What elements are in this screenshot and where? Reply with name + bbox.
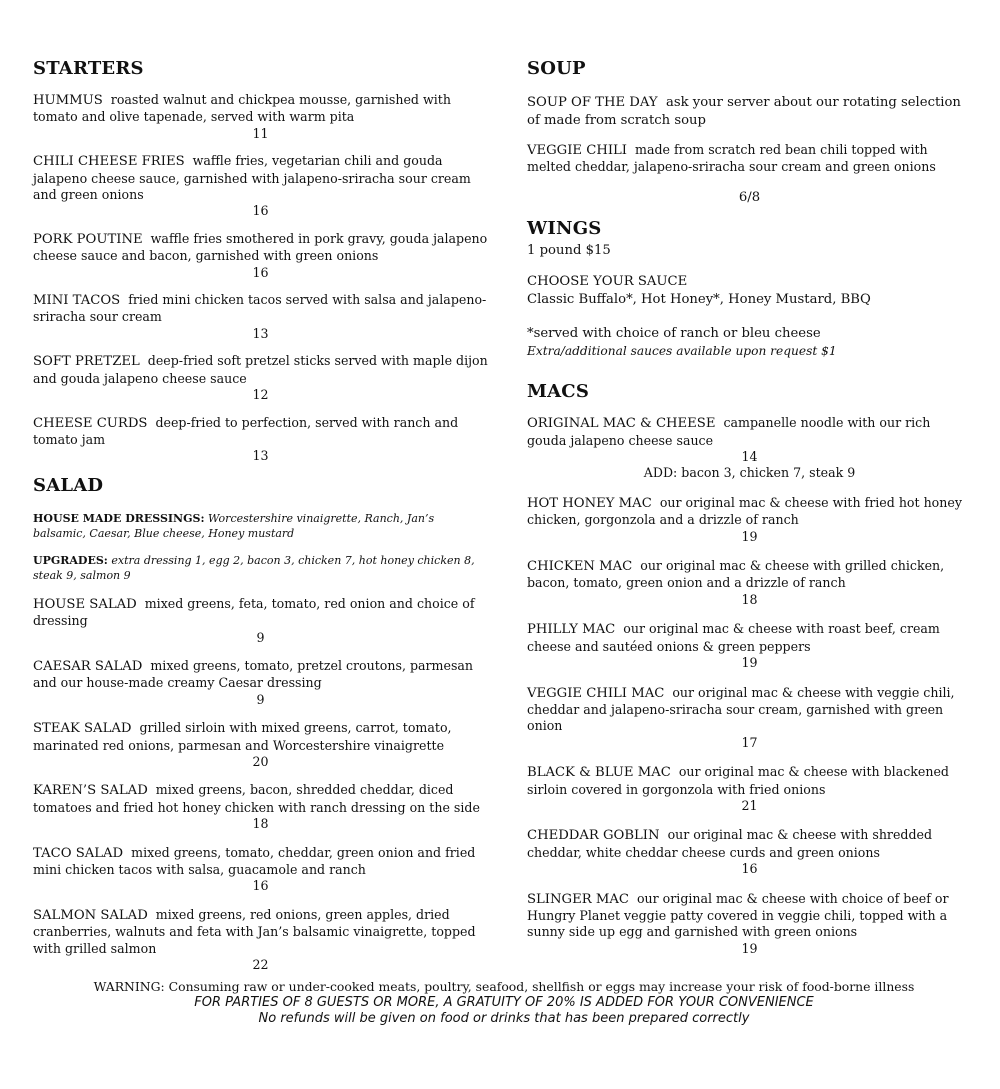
- item-description: waffle fries smothered in pork gravy, gouda jalapeno cheese sauce and bacon, garnished with green onions: [33, 230, 488, 264]
- refund-policy: No refunds will be given on food or drinks that has been prepared correctly: [258, 1011, 750, 1026]
- wings-price: 1 pound $15: [527, 243, 611, 259]
- item-price: 19: [741, 655, 758, 671]
- menu-item: [33, 415, 488, 465]
- item-price: 18: [741, 591, 758, 607]
- item-description: deep-fried to perfection, served with ranch and tomato jam: [33, 414, 459, 447]
- soup-price: 6/8: [738, 189, 761, 205]
- item-name: CHICKEN MAC: [527, 559, 633, 575]
- menu-item: [527, 142, 972, 176]
- item-price: 21: [741, 797, 758, 813]
- item-description: our original mac & cheese with blackened sirloin covered in gorgonzola with fried onions: [527, 764, 949, 797]
- salad-heading: SALAD: [33, 474, 104, 496]
- item-name: HUMMUS: [33, 93, 103, 108]
- item-name: CAESAR SALAD: [33, 658, 143, 674]
- item-name: CHILI CHEESE FRIES: [33, 154, 185, 170]
- item-name: TACO SALAD: [33, 845, 124, 861]
- starters-heading: STARTERS: [33, 58, 144, 79]
- item-description: our original mac & cheese with choice of beef or Hungry Planet veggie patty covered in veggie chili, topped with a sunny side up egg and garnished with green onions: [527, 890, 949, 940]
- item-price: 13: [252, 325, 269, 341]
- dressings-note: [33, 511, 488, 541]
- item-price: 12: [252, 387, 269, 403]
- item-description: our original mac & cheese with veggie chili, cheddar and jalapeno-sriracha sour cream, garnished with green onion: [527, 684, 955, 734]
- item-description: mixed greens, red onions, green apples, dried cranberries, walnuts and feta with Jan’s balsamic vinaigrette, topped with grilled salmon: [33, 906, 476, 956]
- menu-item: [33, 658, 488, 708]
- item-price: 16: [252, 203, 269, 219]
- served-note: *served with choice of ranch or bleu cheese: [527, 326, 821, 342]
- upgrades-label: UPGRADES:: [33, 553, 108, 567]
- item-price: 11: [252, 125, 269, 141]
- item-price: 13: [252, 448, 269, 464]
- item-description: waffle fries, vegetarian chili and gouda jalapeno cheese sauce, garnished with jalapeno-sriracha sour cream and green onions: [33, 153, 471, 203]
- food-safety-warning: WARNING: Consuming raw or under-cooked meats, poultry, seafood, shellfish or eggs may increase your risk of food-borne illness: [93, 979, 915, 994]
- item-price: 9: [256, 629, 265, 645]
- menu-item: [527, 685, 972, 752]
- item-description: deep-fried soft pretzel sticks served with maple dijon and gouda jalapeno cheese sauce: [33, 353, 488, 386]
- item-description: mixed greens, tomato, pretzel croutons, parmesan and our house-made creamy Caesar dressing: [33, 657, 474, 691]
- item-name: VEGGIE CHILI: [527, 143, 628, 158]
- item-description: campanelle noodle with our rich gouda jalapeno cheese sauce: [527, 415, 931, 448]
- item-price: 19: [741, 528, 758, 544]
- item-description: roasted walnut and chickpea mousse, garnished with tomato and olive tapenade, served with warm pita: [33, 92, 451, 125]
- item-price: 14: [741, 449, 758, 465]
- item-description: made from scratch red bean chili topped with melted cheddar, jalapeno-sriracha sour cream and green onions: [527, 142, 936, 175]
- item-price: 9: [256, 691, 265, 707]
- menu-item: [33, 596, 488, 646]
- menu-item: [33, 782, 488, 832]
- soup-heading: SOUP: [527, 58, 586, 79]
- item-name: HOUSE SALAD: [33, 596, 137, 612]
- menu-item: [527, 764, 972, 814]
- item-name: KAREN’S SALAD: [33, 783, 148, 799]
- item-description: our original mac & cheese with fried hot honey chicken, gorgonzola and a drizzle of ranch: [527, 494, 962, 528]
- menu-item: [527, 495, 972, 545]
- item-name: SOUP OF THE DAY: [527, 95, 658, 110]
- menu-item: [527, 827, 972, 877]
- item-description: our original mac & cheese with shredded cheddar, white cheddar cheese curds and green onions: [527, 827, 933, 860]
- item-description: fried mini chicken tacos served with salsa and jalapeno-sriracha sour cream: [33, 292, 487, 325]
- menu-item: [33, 292, 488, 342]
- item-price: 20: [252, 753, 269, 769]
- extra-sauce-note: Extra/additional sauces available upon request $1: [527, 344, 837, 359]
- item-price: 19: [741, 940, 758, 956]
- menu-item: [527, 94, 972, 130]
- item-name: PHILLY MAC: [527, 622, 616, 638]
- wings-heading: WINGS: [527, 218, 602, 240]
- item-description: our original mac & cheese with roast beef, cream cheese and sautéed onions & green peppers: [527, 621, 940, 654]
- sauce-label: CHOOSE YOUR SAUCE: [527, 274, 688, 290]
- item-price: 22: [252, 957, 269, 973]
- menu-item: [33, 845, 488, 895]
- item-addons: ADD: bacon 3, chicken 7, steak 9: [643, 465, 856, 481]
- menu-item: [527, 621, 972, 671]
- menu-item: [33, 153, 488, 220]
- menu-item: [33, 231, 488, 281]
- item-name: CHEDDAR GOBLIN: [527, 828, 660, 844]
- item-description: mixed greens, bacon, shredded cheddar, diced tomatoes and fried hot honey chicken with ranch dressing on the side: [33, 782, 480, 815]
- menu-footer: [0, 978, 1000, 1027]
- item-price: 16: [252, 878, 269, 894]
- item-name: BLACK & BLUE MAC: [527, 765, 671, 781]
- dressings-label: HOUSE MADE DRESSINGS:: [33, 511, 205, 525]
- item-description: our original mac & cheese with grilled chicken, bacon, tomato, green onion and a drizzle of ranch: [527, 558, 945, 591]
- right-column: [527, 56, 972, 957]
- item-name: VEGGIE CHILI MAC: [527, 685, 665, 701]
- menu-item: [33, 92, 488, 142]
- item-price: 17: [741, 734, 758, 750]
- macs-heading: MACS: [527, 381, 590, 403]
- item-name: MINI TACOS: [33, 293, 121, 309]
- menu-item: [527, 558, 972, 608]
- menu-item: [33, 907, 488, 974]
- item-description: ask your server about our rotating selection of made from scratch soup: [527, 95, 961, 128]
- item-name: SOFT PRETZEL: [33, 354, 140, 370]
- menu-item: [527, 891, 972, 958]
- menu-item: [33, 720, 488, 770]
- sauce-list: Classic Buffalo*, Hot Honey*, Honey Mustard, BBQ: [527, 292, 871, 308]
- item-price: 16: [741, 861, 758, 877]
- item-name: SLINGER MAC: [527, 891, 629, 907]
- menu-item: [33, 353, 488, 403]
- item-price: 18: [252, 816, 269, 832]
- item-name: STEAK SALAD: [33, 721, 132, 737]
- gratuity-notice: FOR PARTIES OF 8 GUESTS OR MORE, A GRATUITY OF 20% IS ADDED FOR YOUR CONVENIENCE: [194, 995, 814, 1010]
- item-name: ORIGINAL MAC & CHEESE: [527, 416, 716, 432]
- item-description: mixed greens, feta, tomato, red onion and choice of dressing: [33, 595, 475, 629]
- upgrades-text: extra dressing 1, egg 2, bacon 3, chicken 7, hot honey chicken 8, steak 9, salmon 9: [33, 553, 475, 582]
- item-name: PORK POUTINE: [33, 231, 143, 247]
- item-name: HOT HONEY MAC: [527, 495, 652, 511]
- item-price: 16: [252, 264, 269, 280]
- item-name: SALMON SALAD: [33, 907, 148, 923]
- item-description: mixed greens, tomato, cheddar, green onion and fried mini chicken tacos with salsa, guacamole and ranch: [33, 844, 476, 877]
- dressings-text: Worcestershire vinaigrette, Ranch, Jan’s balsamic, Caesar, Blue cheese, Honey mustard: [33, 511, 435, 540]
- menu-item: [527, 415, 972, 482]
- upgrades-note: [33, 553, 488, 583]
- item-description: grilled sirloin with mixed greens, carrot, tomato, marinated red onions, parmesan and Worcestershire vinaigrette: [33, 720, 452, 753]
- item-name: CHEESE CURDS: [33, 415, 148, 431]
- left-column: [33, 56, 488, 973]
